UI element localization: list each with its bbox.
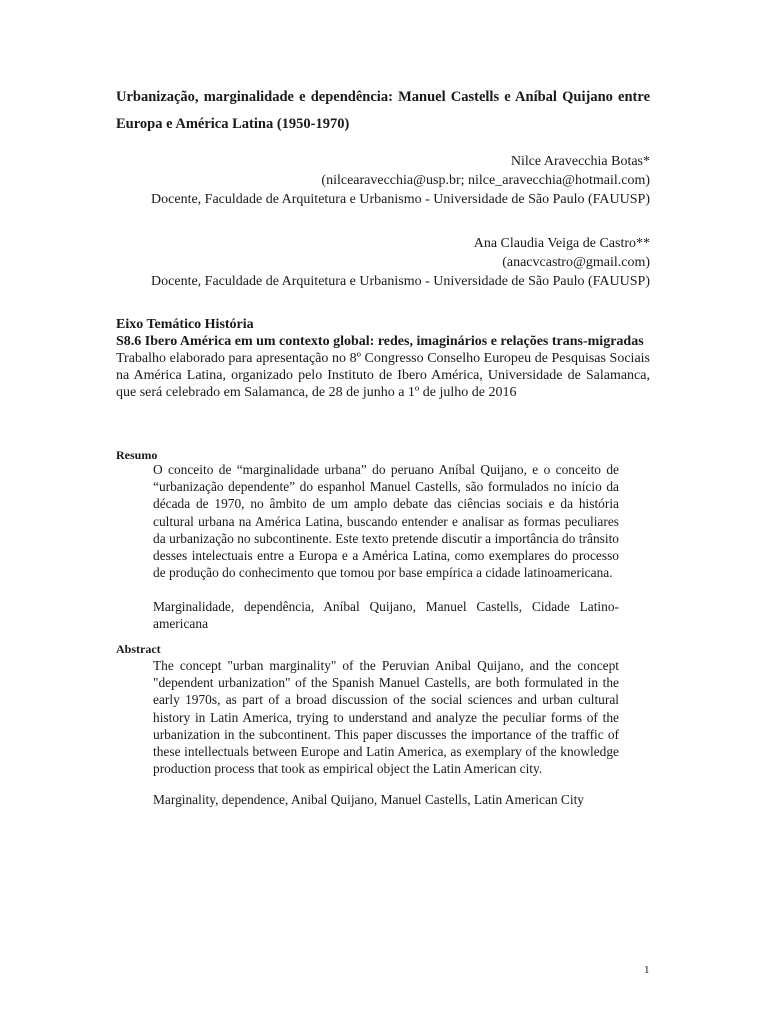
author-email: (anacvcastro@gmail.com) bbox=[502, 255, 650, 270]
page-number: 1 bbox=[644, 964, 650, 976]
resumo-heading: Resumo bbox=[116, 448, 158, 462]
author-block-1 bbox=[116, 152, 650, 209]
author-block-2 bbox=[116, 234, 650, 291]
resumo-keywords: Marginalidade, dependência, Aníbal Quijano, Manuel Castells, Cidade Latino-americana bbox=[153, 599, 619, 632]
author-name: Ana Claudia Veiga de Castro** bbox=[473, 236, 650, 251]
author-affiliation: Docente, Faculdade de Arquitetura e Urbanismo - Universidade de São Paulo (FAUUSP) bbox=[151, 274, 650, 289]
thematic-axis: Eixo Temático História bbox=[116, 317, 254, 332]
resumo-text: O conceito de “marginalidade urbana” do peruano Aníbal Quijano, e o conceito de “urbanização dependente” do espanhol Manuel Castells, são formulados no início da década de 1970, no âmbito de um amplo debate das ciências sociais e da história cultural urbana na América Latina, buscando entender e analisar as formas peculiares da urbanização no subcontinente. Este texto pretende discutir a importância do trânsito desses intelectuais entre a Europa e a América Latina, como exemplares do processo de produção do conhecimento que tomou por base empírica a cidade latinoamericana. bbox=[153, 462, 619, 581]
session-title: S8.6 Ibero América em um contexto global: redes, imaginários e relações trans-migradas bbox=[116, 334, 644, 349]
session-info bbox=[116, 316, 650, 401]
abstract-keywords: Marginality, dependence, Anibal Quijano, Manuel Castells, Latin American City bbox=[153, 792, 585, 807]
abstract-text: The concept "urban marginality" of the Peruvian Anibal Quijano, and the concept "dependent urbanization" of the Spanish Manuel Castells, are both formulated in the early 1970s, as part of a broad discussion of the social sciences and urban cultural history in Latin America, trying to understand and analyze the peculiar forms of the urbanization in the subcontinent. This paper discusses the importance of the traffic of these intellectuals between Europe and Latin America, as exemplary of the knowledge production process that took as empirical object the Latin American city. bbox=[153, 658, 619, 777]
work-note: Trabalho elaborado para apresentação no 8º Congresso Conselho Europeu de Pesquisas Sociais na América Latina, organizado pelo Instituto de Ibero América, Universidade de Salamanca, que será celebrado em Salamanca, de 28 de junho a 1º de julho de 2016 bbox=[116, 351, 650, 400]
paper-title: Urbanização, marginalidade e dependência: Manuel Castells e Aníbal Quijano entre Europa e América Latina (1950-1970) bbox=[116, 89, 650, 132]
author-name: Nilce Aravecchia Botas* bbox=[510, 154, 650, 169]
author-affiliation: Docente, Faculdade de Arquitetura e Urbanismo - Universidade de São Paulo (FAUUSP) bbox=[151, 192, 650, 207]
abstract-heading: Abstract bbox=[116, 642, 161, 656]
author-email: (nilcearavecchia@usp.br; nilce_aravecchia@hotmail.com) bbox=[321, 173, 650, 188]
